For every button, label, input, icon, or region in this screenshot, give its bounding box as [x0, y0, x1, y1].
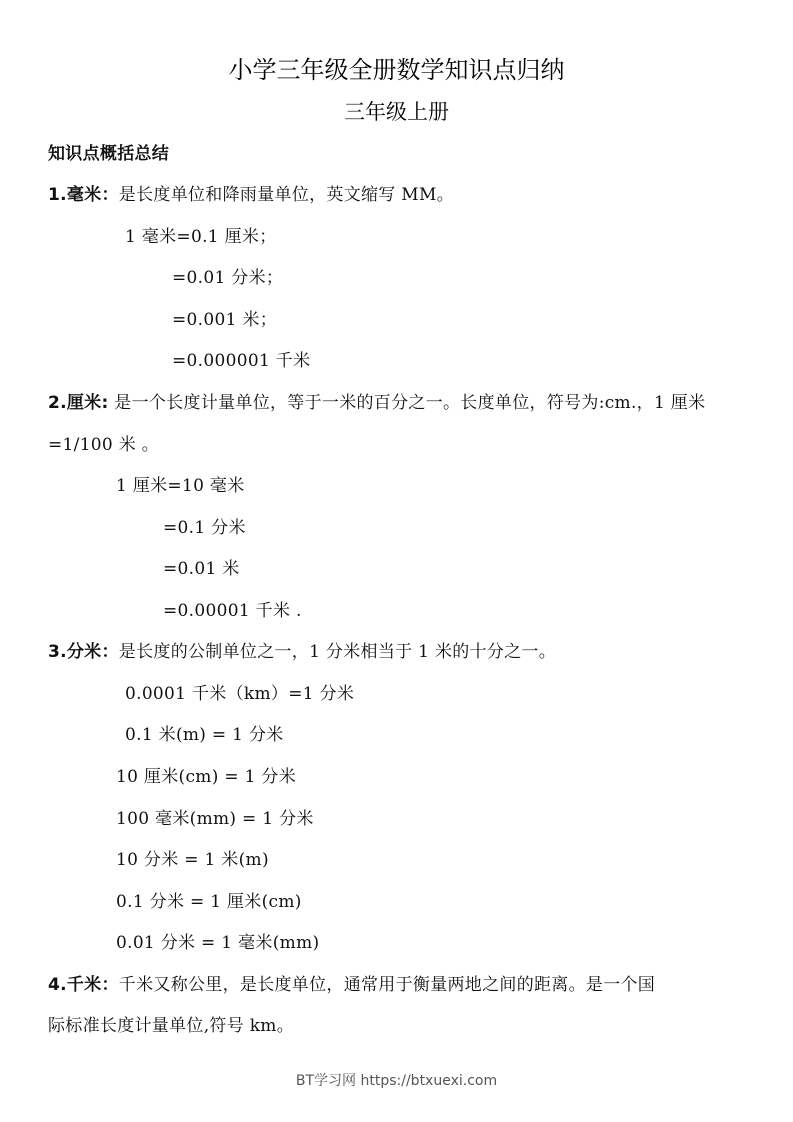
conversion-line: 0.0001 千米（km）=1 分米	[125, 684, 355, 704]
conversion-line: 10 厘米(cm) = 1 分米	[116, 767, 297, 787]
page-subtitle: 三年级上册	[344, 100, 449, 124]
conversion-line: =0.1 分米	[163, 518, 246, 538]
item-description: 是长度的公制单位之一，1 分米相当于 1 米的十分之一。	[118, 642, 557, 662]
item-description: 是长度单位和降雨量单位，英文缩写 MM。	[118, 185, 455, 205]
conversion-line: 1 毫米=0.1 厘米；	[125, 227, 277, 247]
item-description-continued: 际标准长度计量单位,符号 km。	[48, 1016, 295, 1036]
conversion-line: =0.001 米；	[172, 310, 278, 330]
conversion-line: 10 分米 = 1 米(m)	[116, 850, 269, 870]
conversion-line: 100 毫米(mm) = 1 分米	[116, 809, 314, 829]
conversion-line: =0.000001 千米	[172, 351, 311, 371]
item-heading: 1.毫米：	[48, 185, 119, 205]
item-heading: 3.分米：	[48, 642, 119, 662]
item-description: 是一个长度计量单位，等于一米的百分之一。长度单位，符号为:cm.，1 厘米	[108, 393, 706, 413]
item-heading: 2.厘米:	[48, 393, 109, 413]
page-title: 小学三年级全册数学知识点归纳	[228, 56, 565, 84]
conversion-line: 0.1 分米 = 1 厘米(cm)	[116, 892, 302, 912]
item-description-continued: =1/100 米 。	[48, 435, 160, 455]
conversion-line: 1 厘米=10 毫米	[116, 476, 245, 496]
item-paragraph	[48, 392, 705, 414]
conversion-line: =0.01 米	[163, 559, 240, 579]
item-paragraph	[48, 974, 655, 996]
item-heading: 4.千米：	[48, 975, 119, 995]
conversion-line: =0.00001 千米 .	[163, 601, 302, 621]
page-footer: BT学习网 https://btxuexi.com	[295, 1073, 498, 1089]
item-description: 千米又称公里，是长度单位，通常用于衡量两地之间的距离。是一个国	[118, 975, 656, 995]
item-paragraph	[48, 641, 556, 663]
conversion-line: 0.01 分米 = 1 毫米(mm)	[116, 933, 320, 953]
section-heading: 知识点概括总结	[48, 144, 170, 164]
conversion-line: 0.1 米(m) = 1 分米	[125, 725, 284, 745]
item-paragraph	[48, 184, 454, 206]
conversion-line: =0.01 分米；	[172, 268, 284, 288]
